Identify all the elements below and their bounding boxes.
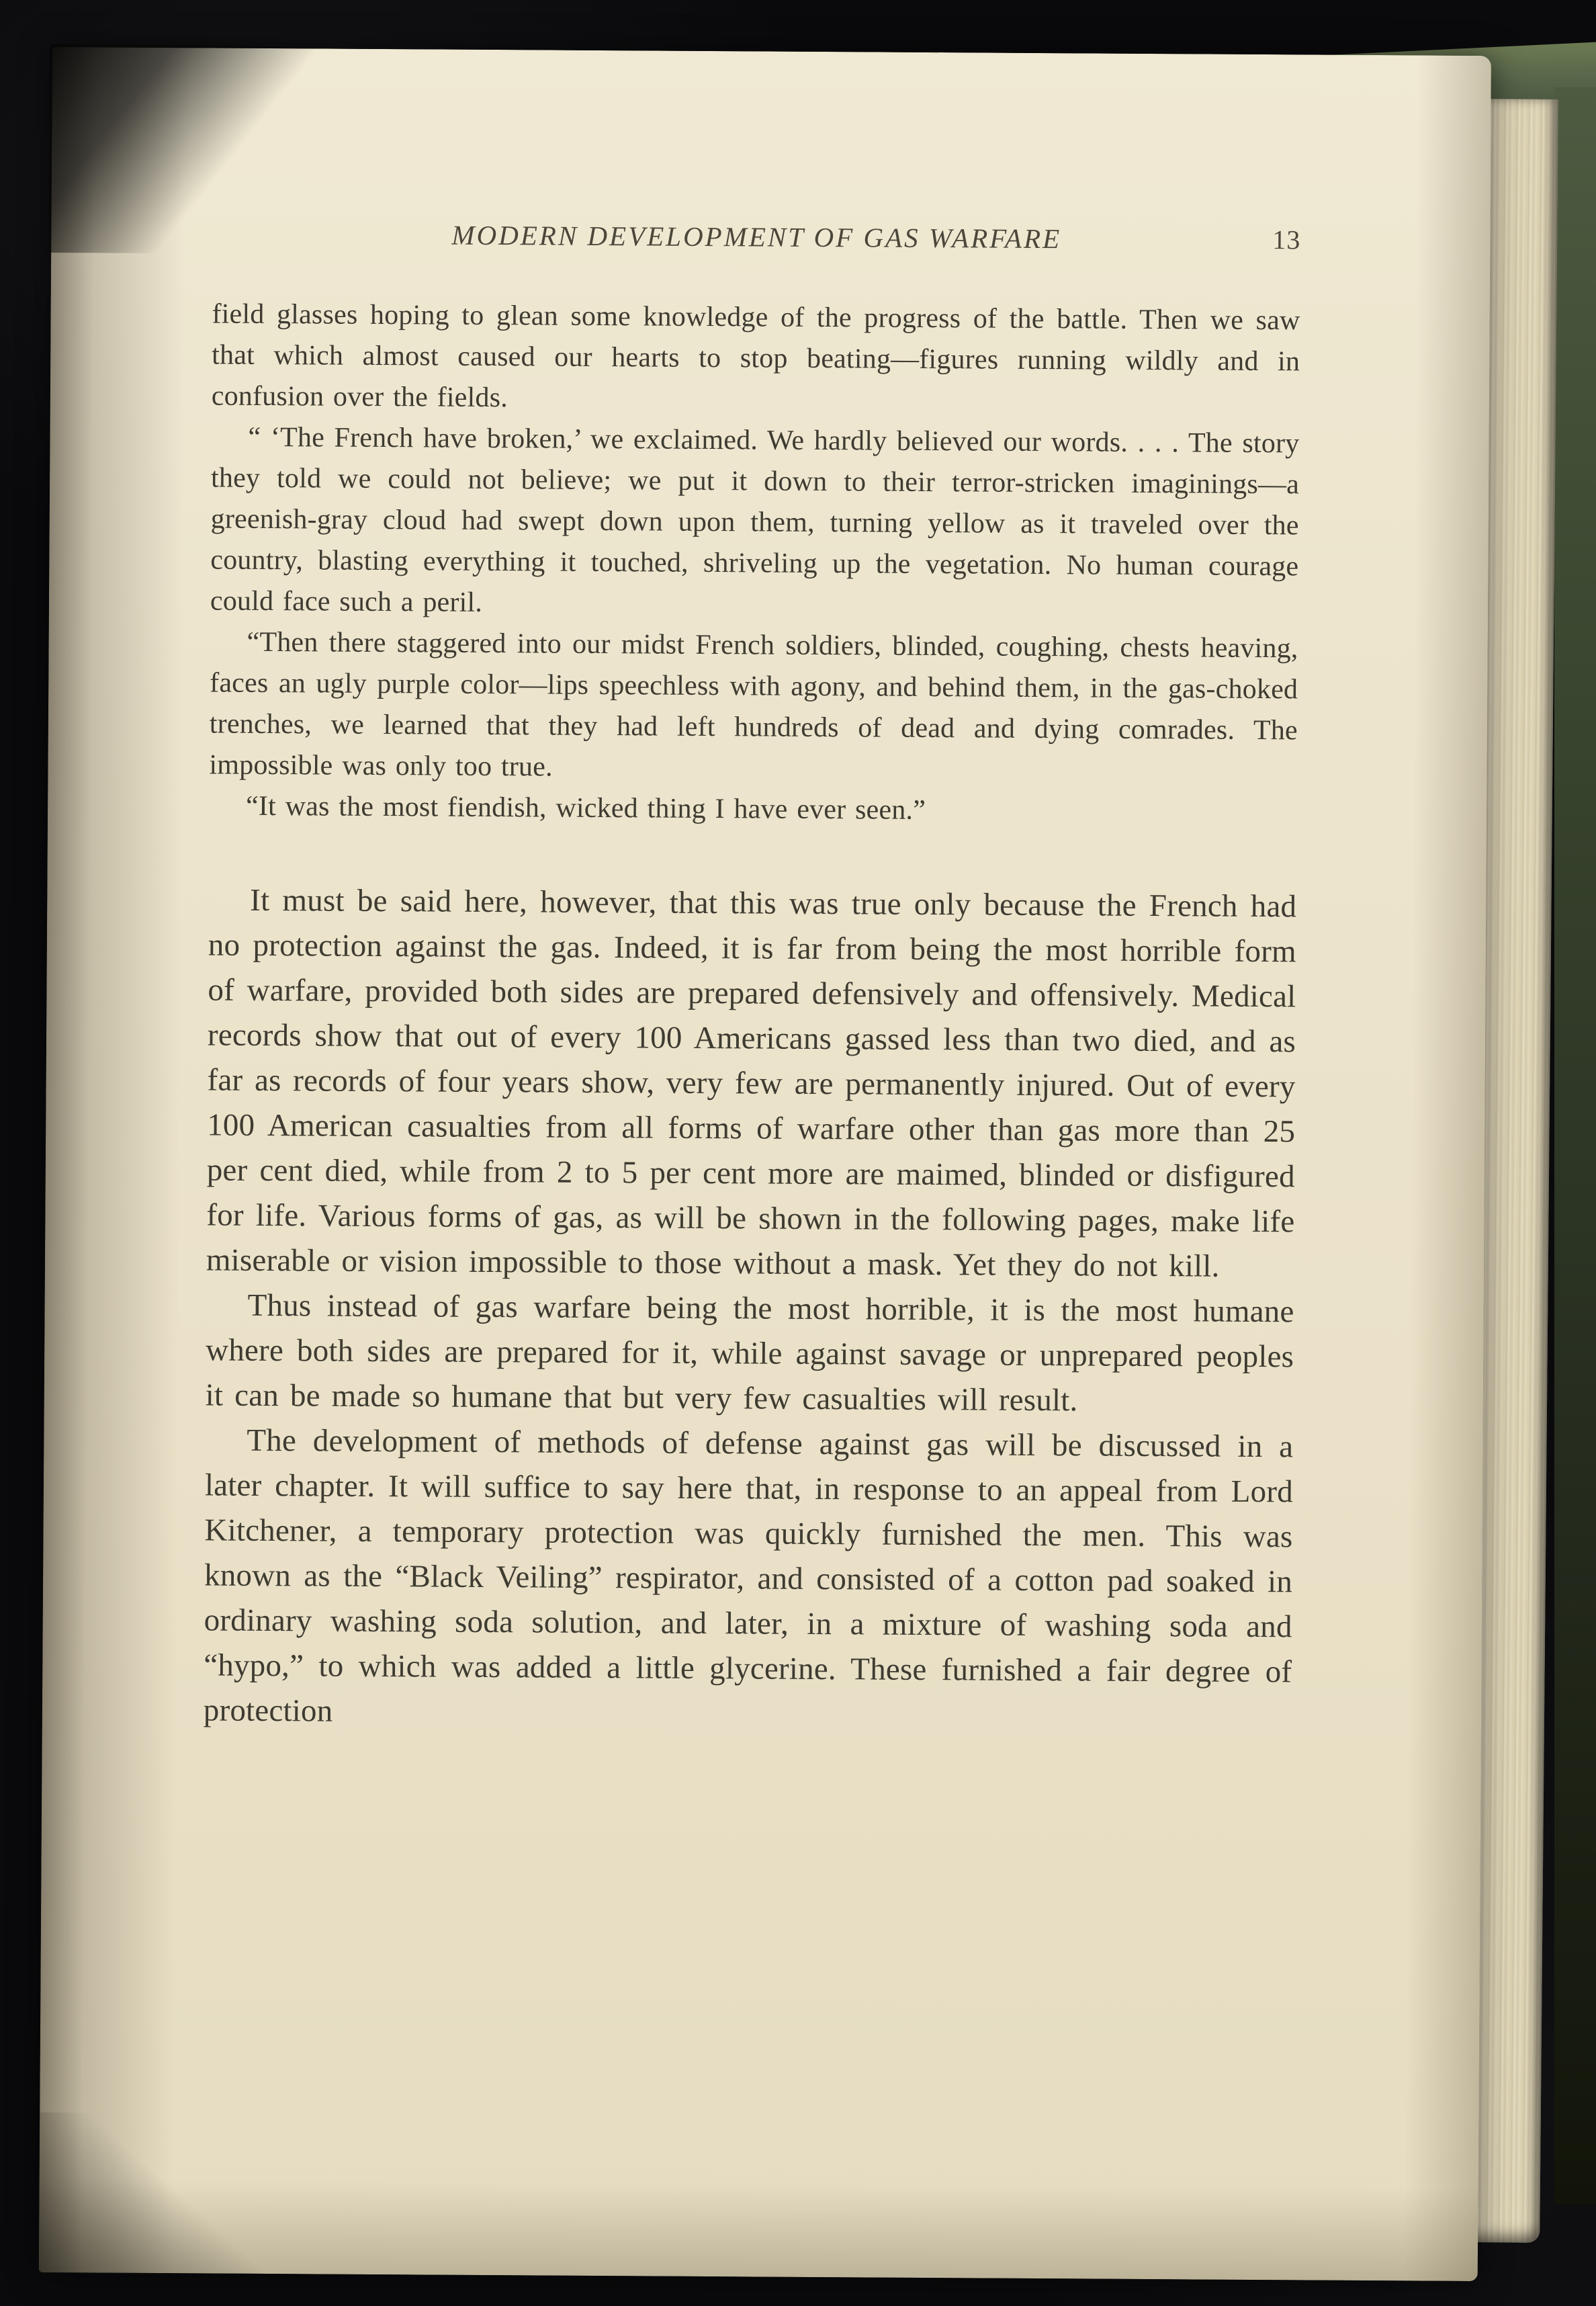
body-paragraph: It must be said here, however, that this was true only because the French had no protection against the gas. Indeed, it is far from being the most horrible form of warfare, provided both sides are prepared defensively and offensively. Medical records show that out of every 100 Americans gassed less than two died, and as far as records of four years show, very few are permanently injured. Out of every 100 American casualties from all forms of warfare other than gas more than 25 per cent died, while from 2 to 5 per cent more are maimed, blinded or disfigured for life. Various forms of gas, as will be shown in the following pages, make life miserable or vision impossible to those without a mask. Yet they do not kill. <box>206 882 1297 1284</box>
quote-paragraph: “It was the most fiendish, wicked thing I have ever seen.” <box>245 790 926 826</box>
body-text-section <box>204 878 1297 1740</box>
quote-paragraph: field glasses hoping to glean some knowledge of the progress of the battle. Then we saw that which almost caused our hearts to stop beating—figures running wildly and in confusion over the fields. <box>211 298 1300 414</box>
book-cover-edge-right <box>1554 87 1596 2204</box>
running-header-title: MODERN DEVELOPMENT OF GAS WARFARE <box>451 219 1062 255</box>
page-text-column <box>39 47 1491 2281</box>
quoted-account-section <box>209 294 1300 833</box>
page-number: 13 <box>1272 224 1301 255</box>
body-paragraph: The development of methods of defense against gas will be discussed in a later chapter. It will suffice to say here that, in response to an appeal from Lord Kitchener, a temporary protection was quickly furnished the men. This was known as the “Black Veiling” respirator, and consisted of a cotton pad soaked in ordinary washing soda solution, and later, in a mixture of washing soda and “hypo,” to which was added a little glycerine. These furnished a fair degree of protection <box>203 1422 1294 1729</box>
book-page <box>39 47 1491 2281</box>
body-paragraph: Thus instead of gas warfare being the most horrible, it is the most humane where both sides are prepared for it, while against savage or unprepared peoples it can be made so humane that but very few casualties will result. <box>205 1287 1294 1418</box>
quote-paragraph: “Then there staggered into our midst French soldiers, blinded, coughing, chests heaving, faces an ugly purple color—lips speechless with agony, and behind them, in the gas-choked trenches, we learned that they had left hundreds of dead and dying comrades. The impossible was only too true. <box>209 626 1298 783</box>
running-header <box>212 217 1300 256</box>
quote-paragraph: “ ‘The French have broken,’ we exclaimed. We hardly believed our words. . . . The story they told we could not believe; we put it down to their terror-stricken imaginings—a greenish-gray cloud had swept down upon them, turning yellow as it traveled over the country, blasting everything it touched, shriveling up the vegetation. No human courage could face such a peril. <box>210 421 1300 618</box>
